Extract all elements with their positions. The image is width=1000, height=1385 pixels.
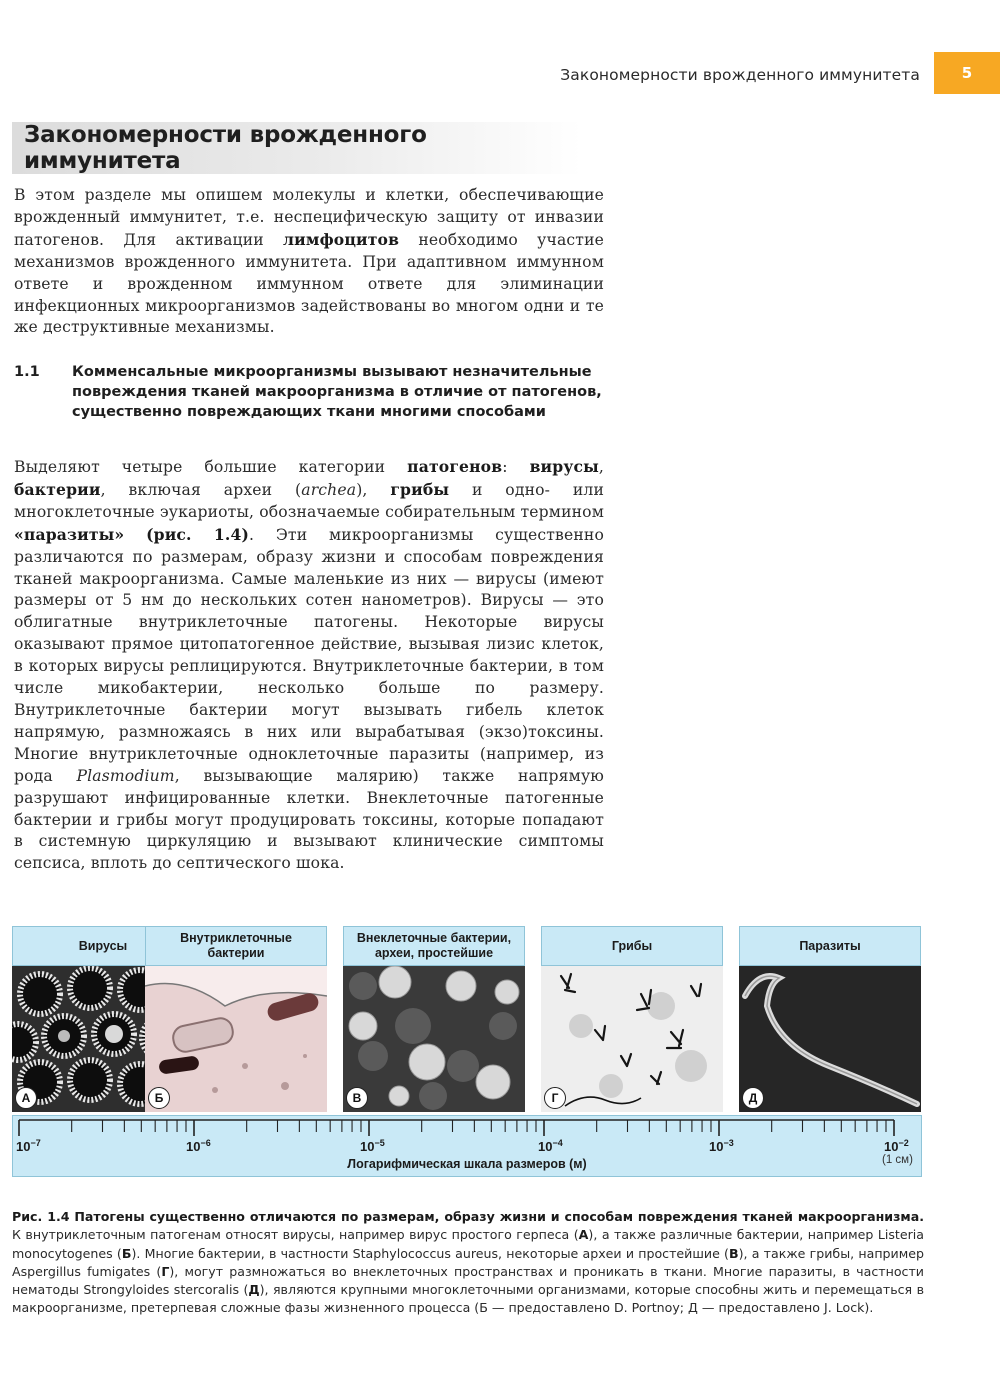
section-paragraph: Выделяют четыре большие категории патогенов: вирусы, бактерии, включая археи (archea), грибы и одно- или многоклеточные эукариоты, обозначаемые собирательным термином «паразиты» (рис. 1.4). Эти микроорганизмы существенно различаются по размерам, образу жизни и способам повреждения тканей макроорганизма. Самые маленькие из них — вирусы (имеют размеры от 5 нм до нескольких сотен нанометров). Вирусы — это облигатные внутриклеточные патогены. Некоторые вирусы оказывают прямое цитопатогенное действие, вызывая лизис клеток, в которых вирусы реплицируются. Внутриклеточные бактерии, в том числе микобактерии, несколько больше по размеру. Внутриклеточные бактерии могут вызывать гибель клеток напрямую, размножаясь в них или вырабатывая (экзо)токсины. Многие внутриклеточные одноклеточные паразиты (например, из рода Plasmodium, вызывающие малярию) также напрямую разрушают инфицированные клетки. Внеклеточные патогенные бактерии и грибы могут продуцировать токсины, которые попадают в системную циркуляцию и вызывают клинические симптомы сепсиса, вплоть до септического шока. [14, 457, 605, 873]
log-size-scale [12, 1115, 922, 1177]
tick-label-1e-6: $10^{-6}$ [186, 1138, 211, 1154]
scale-note: (1 см) [882, 1154, 913, 1166]
fungi-micrograph [541, 966, 723, 1112]
caption-lead: Рис. 1.4 Патогены существенно отличаются по размерам, образу жизни и способам повреждения тканей макроорганизма. [12, 1209, 924, 1224]
figure-panel-parasites [739, 926, 921, 1112]
figure-caption: Рис. 1.4 Патогены существенно отличаются по размерам, образу жизни и способам повреждения тканей макроорганизма. К внутриклеточным патогенам относят вирусы, например вирус простого герпеса (А), а также различные бактерии, например Listeria monocytogenes (Б). Многие бактерии, в частности Staphylococcus aureus, некоторые археи и простейшие (В), а также грибы, например Aspergillus fumigates (Г), могут размножаться во внеклеточных пространствах и проникать в ткани. Многие паразиты, в частности нематоды Strongyloides stercoralis (Д), являются крупными многоклеточными организмами, которые способны жить и перемещаться в макроорганизме, претерпевая сложные фазы жизненного процесса (Б — предоставлено D. Portnoy; Д — предоставлено J. Lock). [12, 1209, 924, 1316]
section-heading [14, 362, 632, 422]
section-number: 1.1 [14, 364, 40, 380]
scale-ticks [13, 1116, 923, 1138]
chapter-title: Закономерности врожденного иммунитета [24, 122, 427, 174]
panel-label: Паразиты [739, 926, 921, 966]
nematode-micrograph [739, 966, 921, 1112]
tick-label-1e-3: $10^{-3}$ [709, 1138, 734, 1154]
figure-panel-extracellular-bacteria [343, 926, 525, 1112]
page-number: 5 [934, 52, 1000, 94]
term-lymphocytes: лимфоцитов [283, 229, 400, 249]
panel-label: Вирусы [12, 926, 194, 966]
section-title: Комменсальные микроорганизмы вызывают незначительные повреждения тканей макроорганизма в отличие от патогенов, существенно повреждающих ткани многими способами [72, 364, 602, 420]
bacteria-micrograph [145, 966, 327, 1112]
intro-paragraph: В этом разделе мы опишем молекулы и клетки, обеспечивающие врожденный иммунитет, т.е. неспецифическую защиту от инвазии патогенов. Для активации лимфоцитов необходимо участие механизмов врожденного иммунитета. При адаптивном иммунном ответе и врожденном иммунном ответе для элиминации инфекционных микроорганизмов задействованы во многом одни и те же деструктивные механизмы. [14, 186, 604, 337]
panel-label: Внеклеточные бактерии, археи, простейшие [343, 926, 525, 966]
tick-label-1e-2: $10^{-2}$ [884, 1138, 909, 1154]
tick-label-1e-4: $10^{-4}$ [538, 1138, 563, 1154]
panel-letter: Д [742, 1087, 764, 1109]
tick-label-1e-7: $10^{-7}$ [16, 1138, 41, 1154]
panel-letter: Б [148, 1087, 170, 1109]
panel-letter: Г [544, 1087, 566, 1109]
panel-letter: А [15, 1087, 37, 1109]
panel-label: Грибы [541, 926, 723, 966]
panel-letter: В [346, 1087, 368, 1109]
tick-label-1e-5: $10^{-5}$ [360, 1138, 385, 1154]
figure-panel-intracellular-bacteria [145, 926, 327, 1112]
extracellular-micrograph [343, 966, 525, 1112]
panel-label: Внутриклеточные бактерии [145, 926, 327, 966]
running-head: Закономерности врожденного иммунитета [560, 66, 920, 84]
figure-panel-fungi [541, 926, 723, 1112]
scale-title: Логарифмическая шкала размеров (м) [347, 1157, 587, 1171]
chapter-title-bar [12, 122, 582, 174]
